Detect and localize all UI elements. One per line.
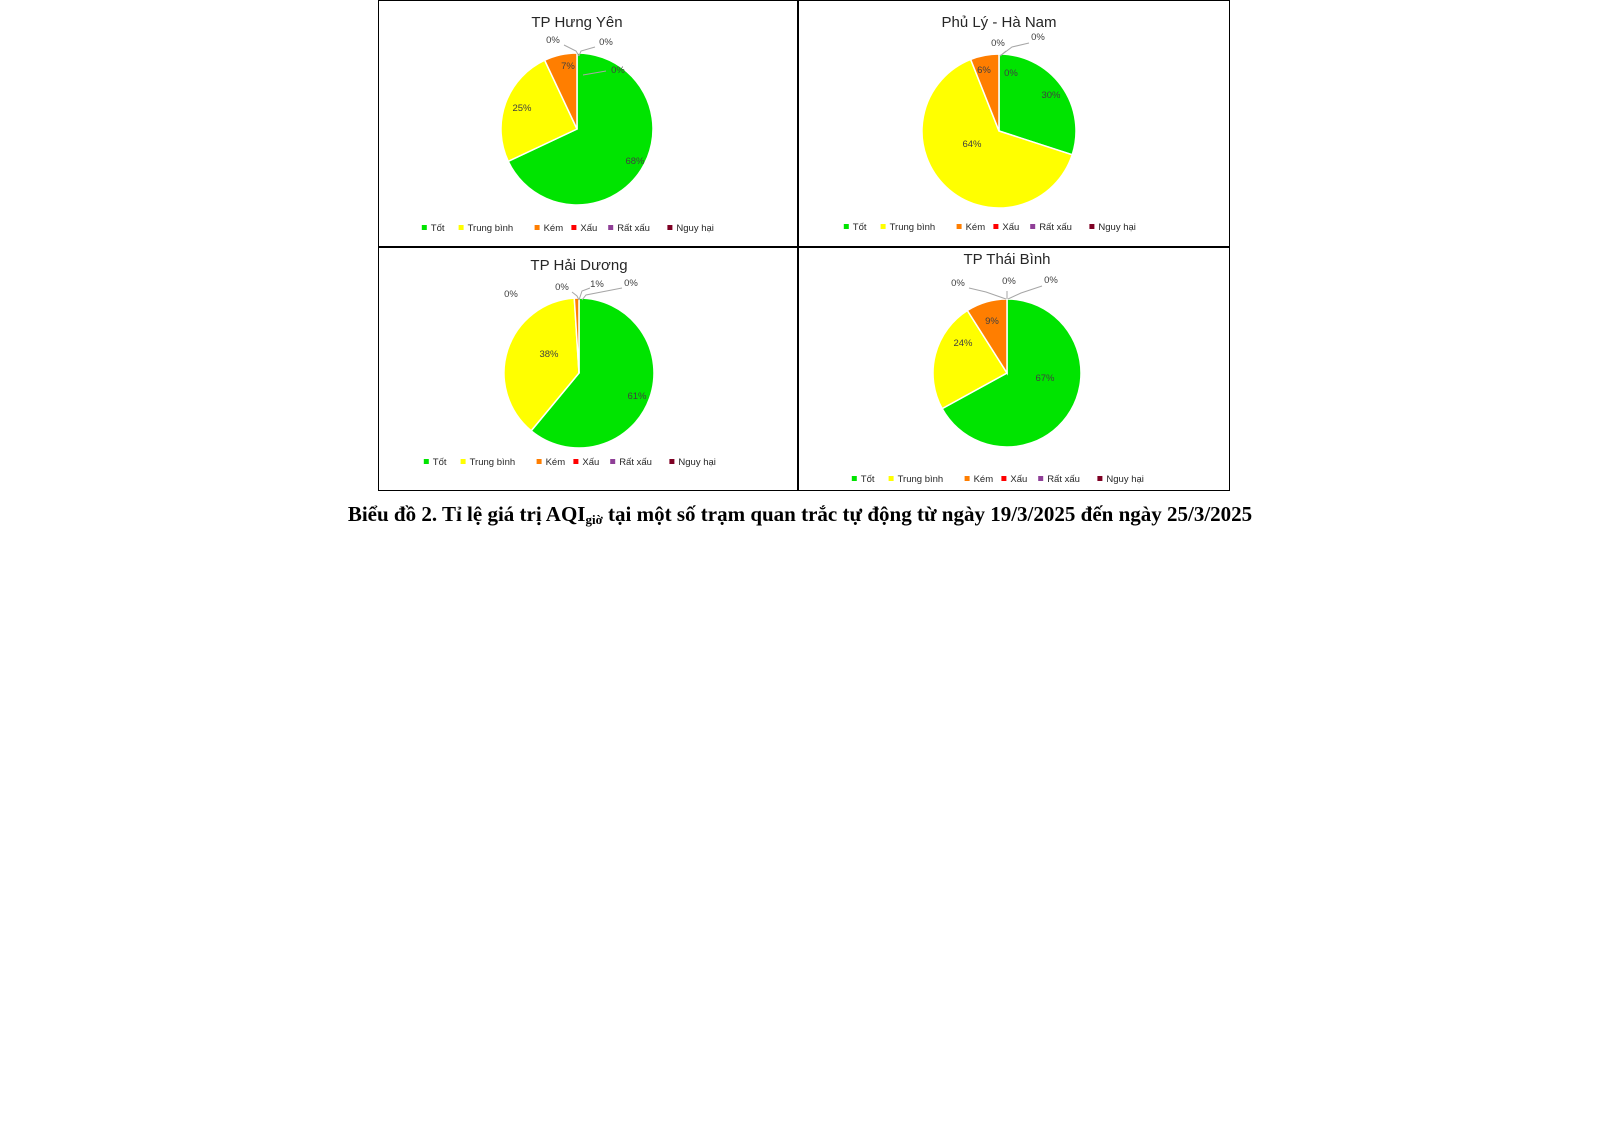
data-label-nguy-hai: 0%: [1031, 32, 1045, 43]
legend-label: Nguy hại: [676, 223, 714, 234]
caption-prefix: Biểu đồ 2. Tỉ lệ giá trị AQI: [347, 502, 586, 526]
legend-label: Xấu: [580, 223, 598, 234]
legend-swatch: [852, 476, 857, 481]
legend-label: Trung bình: [469, 457, 516, 468]
data-label-xau: 0%: [504, 289, 518, 300]
legend-label: Kém: [545, 457, 566, 468]
pie-panel-thai-binh: [797, 246, 1231, 492]
legend-item-xau: [993, 222, 1019, 233]
legend-label: Trung bình: [467, 223, 514, 234]
legend-label: Tốt: [852, 222, 867, 233]
legend-swatch: [571, 225, 576, 230]
legend-label: Kém: [543, 223, 564, 234]
data-label-rat-xau: 0%: [991, 38, 1005, 49]
legend-swatch: [610, 459, 615, 464]
pie-chart-svg: [797, 246, 1231, 492]
legend-swatch: [1089, 224, 1094, 229]
data-label-trung-binh: 64%: [962, 139, 982, 150]
legend-label: Tốt: [860, 474, 875, 485]
legend-item-xau: [1001, 474, 1027, 485]
data-label-kem: 0%: [624, 278, 638, 289]
legend-swatch: [1001, 476, 1006, 481]
chart-title: TP Hải Dương: [530, 257, 628, 274]
legend-label: Nguy hại: [678, 457, 716, 468]
legend-item-nguy-hai: [1089, 222, 1136, 233]
legend-item-nguy-hai: [669, 457, 716, 468]
data-label-nguy-hai: 1%: [590, 279, 604, 290]
data-label-tot: 68%: [625, 156, 645, 167]
legend-label: Tốt: [432, 457, 447, 468]
legend-swatch: [537, 459, 542, 464]
legend-label: Kém: [973, 474, 994, 485]
legend-swatch: [993, 224, 998, 229]
data-label-tot: 61%: [627, 391, 647, 402]
legend-swatch: [535, 225, 540, 230]
legend-swatch: [844, 224, 849, 229]
data-label-trung-binh: 24%: [953, 338, 973, 349]
legend-item-kem: [537, 457, 566, 468]
data-label-nguy-hai: 0%: [611, 65, 625, 76]
legend-swatch: [669, 459, 674, 464]
legend-item-rat-xau: [610, 457, 652, 468]
data-label-xau: 0%: [951, 278, 965, 289]
legend-item-tot: [844, 222, 867, 233]
legend-label: Trung bình: [897, 474, 944, 485]
legend-item-rat-xau: [608, 223, 650, 234]
data-label-kem: 7%: [561, 61, 575, 72]
leader-line: [969, 288, 1006, 299]
chart-grid: [378, 0, 1230, 491]
legend-label: Xấu: [1002, 222, 1020, 233]
legend-item-rat-xau: [1038, 474, 1080, 485]
legend-swatch: [573, 459, 578, 464]
legend-swatch: [1030, 224, 1035, 229]
legend-swatch: [965, 476, 970, 481]
legend-item-trung-binh: [881, 222, 936, 233]
data-label-xau: 0%: [1004, 68, 1018, 79]
pie-chart-svg: [379, 246, 797, 492]
data-label-nguy-hai: 0%: [1044, 275, 1058, 286]
legend-label: Tốt: [430, 223, 445, 234]
legend-label: Rất xấu: [1047, 474, 1080, 485]
data-label-trung-binh: 38%: [539, 349, 559, 360]
figure-caption: [0, 502, 1600, 528]
legend-item-kem: [535, 223, 564, 234]
legend-item-kem: [965, 474, 994, 485]
chart-title: TP Thái Bình: [963, 251, 1051, 268]
data-label-xau: 0%: [546, 35, 560, 46]
data-label-trung-binh: 25%: [512, 103, 532, 114]
legend-item-nguy-hai: [1097, 474, 1144, 485]
chart-title: TP Hưng Yên: [531, 14, 623, 31]
data-label-rat-xau: 0%: [555, 282, 569, 293]
caption-suffix: tại một số trạm quan trắc tự động từ ngày 19/3/2025 đến ngày 25/3/2025: [602, 502, 1253, 526]
legend-swatch: [957, 224, 962, 229]
chart-title: Phủ Lý - Hà Nam: [941, 14, 1057, 31]
legend-label: Trung bình: [889, 222, 936, 233]
legend-label: Rất xấu: [1039, 222, 1072, 233]
legend-swatch: [889, 476, 894, 481]
legend-swatch: [461, 459, 466, 464]
data-label-rat-xau: 0%: [1002, 276, 1016, 287]
legend-swatch: [1097, 476, 1102, 481]
legend-item-kem: [957, 222, 986, 233]
legend-label: Rất xấu: [617, 223, 650, 234]
legend-swatch: [608, 225, 613, 230]
legend-swatch: [424, 459, 429, 464]
pie-panel-hai-duong: [379, 246, 797, 492]
legend-label: Rất xấu: [619, 457, 652, 468]
legend-item-tot: [852, 474, 875, 485]
data-label-kem: 9%: [985, 316, 999, 327]
legend-item-trung-binh: [461, 457, 516, 468]
legend-label: Nguy hại: [1098, 222, 1136, 233]
legend-item-tot: [424, 457, 447, 468]
data-label-rat-xau: 0%: [599, 37, 613, 48]
pie-chart-svg: [797, 1, 1231, 246]
legend-item-rat-xau: [1030, 222, 1072, 233]
legend-label: Xấu: [582, 457, 600, 468]
legend-swatch: [422, 225, 427, 230]
legend-swatch: [1038, 476, 1043, 481]
legend-item-xau: [571, 223, 597, 234]
data-label-kem: 6%: [977, 65, 991, 76]
pie-panel-hung-yen: [379, 1, 797, 246]
pie-chart-svg: [379, 1, 797, 246]
legend-item-nguy-hai: [667, 223, 714, 234]
legend-label: Kém: [965, 222, 986, 233]
data-label-tot: 67%: [1035, 373, 1055, 384]
legend-item-trung-binh: [889, 474, 944, 485]
legend-swatch: [667, 225, 672, 230]
data-label-tot: 30%: [1041, 90, 1061, 101]
legend-swatch: [881, 224, 886, 229]
legend-swatch: [459, 225, 464, 230]
legend-item-trung-binh: [459, 223, 514, 234]
legend-item-xau: [573, 457, 599, 468]
caption-subscript: giờ: [585, 512, 603, 527]
legend-label: Nguy hại: [1106, 474, 1144, 485]
leader-line: [1008, 286, 1042, 299]
legend-label: Xấu: [1010, 474, 1028, 485]
legend-item-tot: [422, 223, 445, 234]
pie-panel-phu-ly: [797, 1, 1231, 246]
